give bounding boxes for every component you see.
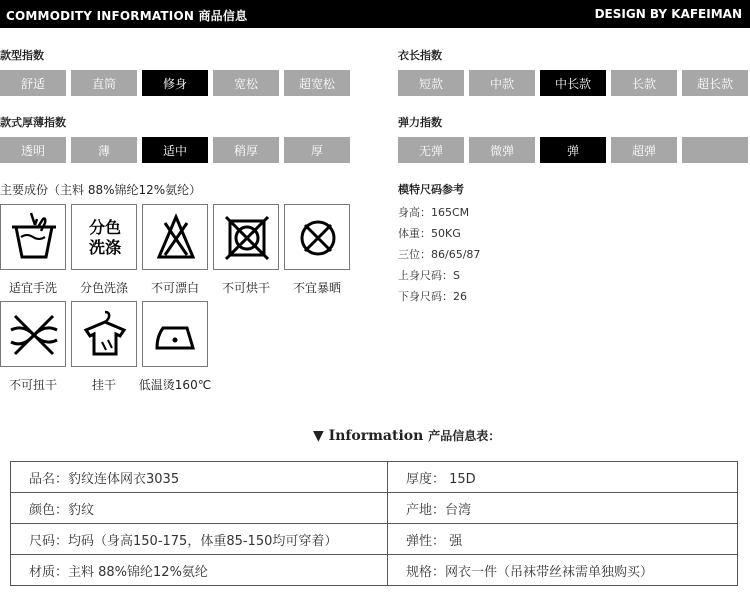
table-row [11,462,738,493]
length-option: 中款 [469,70,535,96]
no-bleach-icon [142,204,208,270]
care-label: 不可烘干 [221,281,270,295]
header-title: COMMODITY INFORMATION 商品信息 [6,9,248,23]
fit-index-options [0,70,355,96]
model-size-title: 模特尺码参考 [398,183,464,196]
care-label: 不宜暴晒 [292,281,341,295]
thickness-option: 稍厚 [213,137,279,163]
elastic-index-title: 弹力指数 [398,116,442,129]
header-bar [0,0,750,28]
wash-separately-icon-text-2: 洗涤 [88,238,122,257]
wash-separately-icon-text-1: 分色 [88,218,122,237]
table-cell: 材质：主料 88%锦纶12%氨纶 [11,555,388,586]
length-option: 短款 [398,70,464,96]
info-title-en: Information [328,428,424,444]
length-option: 超长款 [682,70,748,96]
length-option-selected: 中长款 [540,70,606,96]
fit-option-selected: 修身 [142,70,208,96]
fit-index-title: 款型指数 [0,49,44,62]
model-measurements: 三位：86/65/87 [398,248,481,261]
info-title-cn: 产品信息表： [428,429,501,443]
table-row [11,524,738,555]
thickness-index-options [0,137,355,163]
elastic-option: 无弹 [398,137,464,163]
care-label: 挂干 [91,378,116,392]
triangle-down-icon: ▼ [313,428,324,444]
table-row [11,493,738,524]
model-top-size: 上身尺码：S [398,269,460,282]
model-weight: 体重：50KG [398,227,461,240]
elastic-option: 微弹 [469,137,535,163]
thickness-option: 透明 [0,137,66,163]
table-cell: 品名：豹纹连体网衣3035 [11,462,388,493]
hand-wash-icon [0,204,66,270]
table-cell: 厚度： 15D [388,462,738,493]
composition-text: 主要成份（主料 88%锦纶12%氨纶） [0,183,202,197]
elastic-option: 超弹 [611,137,677,163]
model-bottom-size: 下身尺码：26 [398,290,467,303]
wash-separately-icon [71,204,137,270]
table-cell: 颜色：豹纹 [11,493,388,524]
length-index-options [398,70,750,96]
thickness-index-title: 款式厚薄指数 [0,116,66,129]
fit-option: 直筒 [71,70,137,96]
model-height: 身高：165CM [398,206,470,219]
length-option: 长款 [611,70,677,96]
thickness-option: 厚 [284,137,350,163]
header-brand: DESIGN BY KAFEIMAN [594,7,742,21]
hang-dry-icon [71,301,137,367]
info-table-title [313,427,500,444]
care-label: 适宜手洗 [8,281,57,295]
table-cell: 规格：网衣一件（吊袜带丝袜需单独购买） [388,555,738,586]
table-cell: 弹性： 强 [388,524,738,555]
fit-option: 超宽松 [284,70,350,96]
care-label: 分色洗涤 [79,281,128,295]
fit-option: 宽松 [213,70,279,96]
elastic-option [682,137,748,163]
care-label: 不可漂白 [150,281,199,295]
table-cell: 产地：台湾 [388,493,738,524]
no-wring-icon [0,301,66,367]
fit-option: 舒适 [0,70,66,96]
care-label: 不可扭干 [8,378,57,392]
thickness-option-selected: 适中 [142,137,208,163]
elastic-option-selected: 弹 [540,137,606,163]
table-row [11,555,738,586]
table-cell: 尺码：均码（身高150-175，体重85-150均可穿着） [11,524,388,555]
elastic-index-options [398,137,750,163]
no-tumble-dry-icon [213,204,279,270]
product-info-table [10,461,738,586]
care-label: 低温烫160℃ [138,378,212,392]
length-index-title: 衣长指数 [398,49,442,62]
low-iron-icon [142,301,208,367]
no-sun-dry-icon [284,204,350,270]
thickness-option: 薄 [71,137,137,163]
